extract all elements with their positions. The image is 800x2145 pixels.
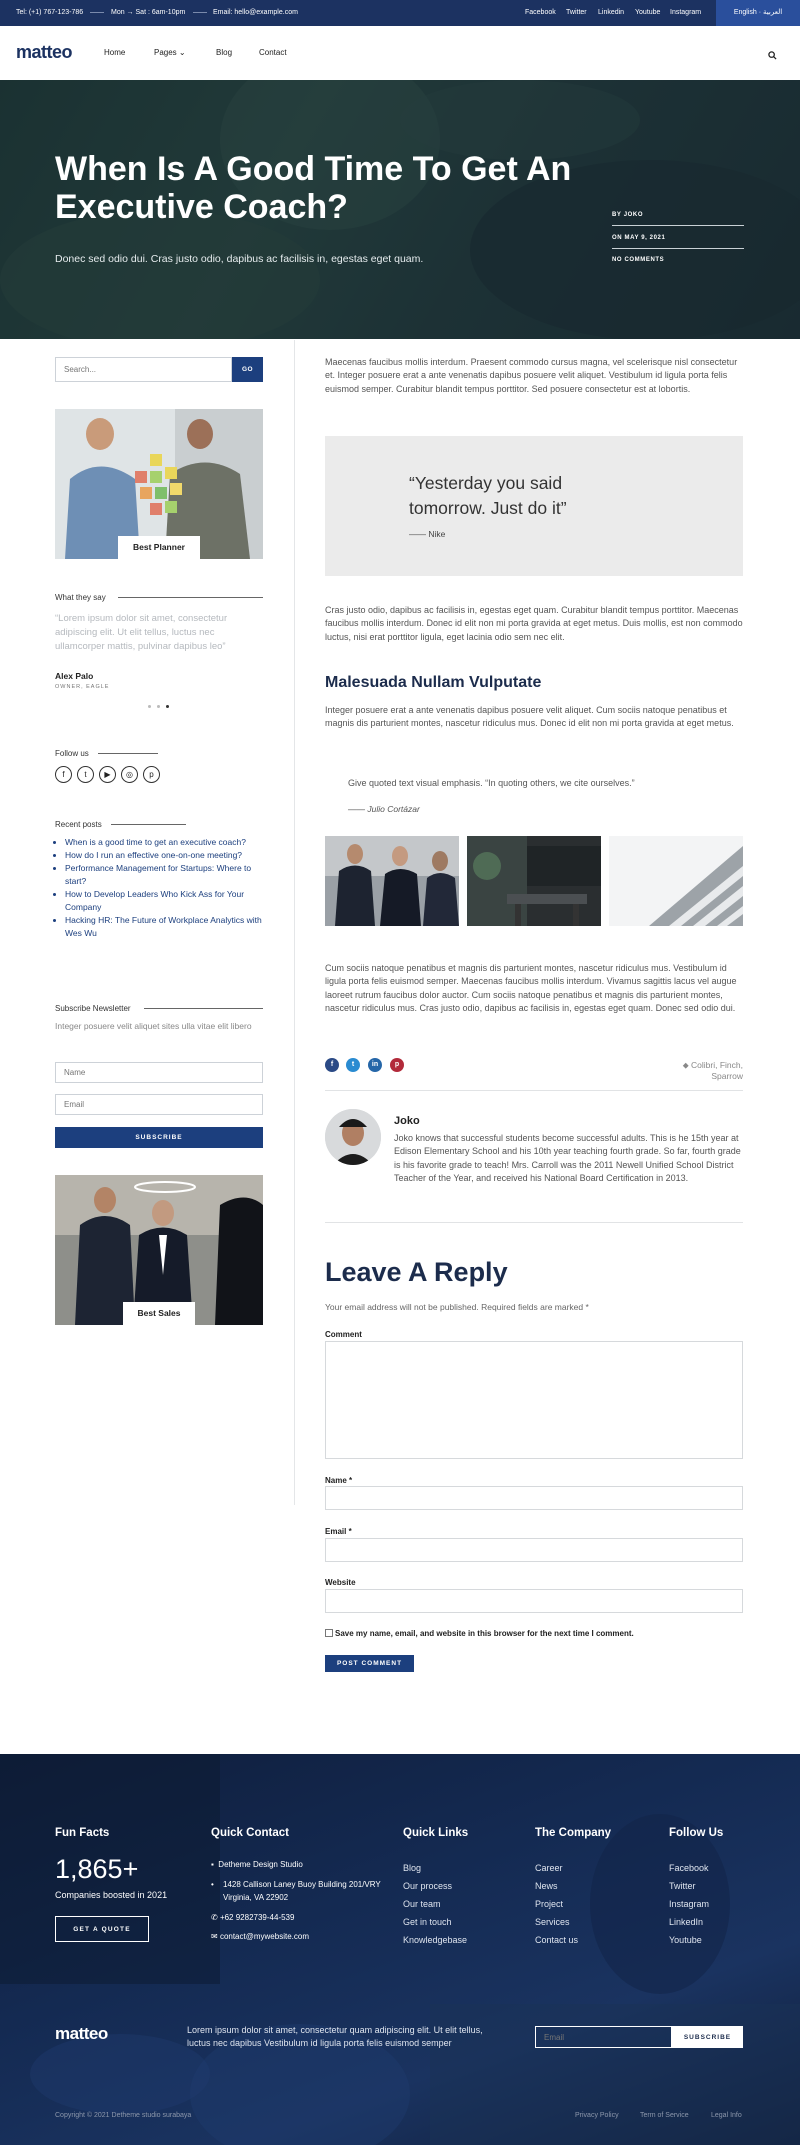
footer-logo[interactable]: matteo bbox=[55, 2024, 108, 2043]
footer-link-career[interactable]: Career bbox=[535, 1863, 563, 1873]
topbar-email[interactable]: Email: hello@example.com bbox=[213, 9, 298, 16]
topbar-hours: Mon → Sat : 6am-10pm bbox=[111, 9, 186, 16]
pinterest-icon[interactable]: p bbox=[390, 1058, 404, 1072]
footer-link-instagram[interactable]: Instagram bbox=[669, 1899, 710, 1909]
contact-phone[interactable] bbox=[211, 1913, 294, 1922]
name-field[interactable] bbox=[325, 1486, 743, 1510]
recent-post-link[interactable]: • When is a good time to get an executive coach? bbox=[65, 836, 265, 849]
article-paragraph: Maecenas faucibus mollis interdum. Praesent commodo cursus magna, vel scelerisque nisl consectetur et. Integer posuere erat a ante venenatis dapibus posuere velit aliquet. Vestibulum id ligula porta felis euismod semper. Curabitur blandit tempus porttitor. Sed posuere consectetur est at lobortis. bbox=[325, 357, 738, 394]
contact-address bbox=[211, 1878, 381, 1904]
footer-link-get-in-touch[interactable]: Get in touch bbox=[403, 1917, 452, 1927]
pull-quote: “Yesterday you said tomorrow. Just do it” bbox=[409, 473, 567, 518]
legal-info-link[interactable]: Legal Info bbox=[711, 2112, 742, 2119]
email-field[interactable] bbox=[325, 1538, 743, 1562]
author-name[interactable]: Joko bbox=[394, 1115, 420, 1127]
best-planner-image[interactable] bbox=[55, 409, 263, 559]
topbar-link-instagram[interactable]: Instagram bbox=[670, 9, 702, 16]
nav-item-pages[interactable] bbox=[154, 48, 186, 57]
topbar-divider bbox=[90, 12, 104, 13]
post-comments[interactable]: NO COMMENTS bbox=[612, 257, 665, 263]
subscribe-button[interactable]: SUBSCRIBE bbox=[55, 1127, 263, 1148]
gallery-image[interactable] bbox=[325, 836, 459, 926]
tag-icon: ⬥ bbox=[682, 1060, 689, 1070]
post-tags bbox=[650, 1060, 743, 1081]
image-label: Best Planner bbox=[118, 536, 200, 559]
footer-link-services[interactable]: Services bbox=[535, 1917, 570, 1927]
facebook-icon[interactable]: f bbox=[325, 1058, 339, 1072]
contact-email[interactable] bbox=[211, 1932, 309, 1941]
hero-banner bbox=[0, 80, 800, 339]
website-field[interactable] bbox=[325, 1589, 743, 1613]
quick-links-heading: Quick Links bbox=[403, 1827, 469, 1839]
footer-link-news[interactable]: News bbox=[535, 1881, 558, 1891]
save-info-checkbox[interactable] bbox=[325, 1629, 333, 1637]
meta-divider bbox=[612, 248, 744, 249]
main-navigation bbox=[0, 26, 800, 80]
instagram-icon[interactable]: ◎ bbox=[121, 766, 138, 783]
footer-link-youtube[interactable]: Youtube bbox=[669, 1935, 702, 1945]
name-label: Name * bbox=[325, 1476, 353, 1485]
article-paragraph: Cras justo odio, dapibus ac facilisis in, egestas eget quam. Curabitur blandit tempus porttitor. Maecenas faucibus mollis interdum. Donec id elit non mi porta gravida at eget metus. Duis mollis, est non commodo luctus, nisi erat porttitor ligula, eget lacinia odio sem nec elit. bbox=[325, 605, 743, 642]
language-switcher[interactable]: English · العربية bbox=[716, 0, 800, 26]
footer-link-project[interactable]: Project bbox=[535, 1899, 564, 1909]
heading-divider bbox=[118, 597, 263, 598]
search-input[interactable] bbox=[55, 357, 232, 382]
website-label: Website bbox=[325, 1578, 356, 1587]
topbar-link-twitter[interactable]: Twitter bbox=[566, 9, 587, 16]
recent-posts-list bbox=[65, 836, 265, 940]
tag-list[interactable]: Colibri, Finch, Sparrow bbox=[691, 1060, 743, 1081]
testimonial-role: OWNER, EAGLE bbox=[55, 684, 110, 690]
phone-icon: ✆ bbox=[211, 1913, 218, 1922]
post-comment-button[interactable]: POST COMMENT bbox=[325, 1655, 414, 1672]
avatar bbox=[325, 1109, 381, 1165]
facebook-icon[interactable]: f bbox=[55, 766, 72, 783]
location-icon: • bbox=[211, 1880, 214, 1889]
contact-address-text: 1428 Callison Laney Buoy Building 201/VRY Virginia, VA 22902 bbox=[223, 1880, 381, 1902]
nav-item-home[interactable]: Home bbox=[104, 48, 126, 57]
article-paragraph: Integer posuere erat a ante venenatis dapibus posuere velit aliquet. Cum sociis natoque penatibus et magnis dis parturient montes, nascetur ridiculus mus. Donec id elit non mi porta gravida at eget metus. bbox=[325, 705, 734, 729]
comment-label: Comment bbox=[325, 1330, 362, 1339]
footer-description: Lorem ipsum dolor sit amet, consectetur quam adipiscing elit. Ut elit tellus, luctus nec dapibus Vestibulum id ligula porta felis euismod semper bbox=[187, 2025, 483, 2048]
carousel-dot[interactable] bbox=[148, 705, 151, 708]
hero-subtitle: Donec sed odio dui. Cras justo odio, dapibus ac facilisis in, egestas eget quam. bbox=[55, 253, 424, 265]
heading-divider bbox=[111, 824, 186, 825]
nav-item-label: Pages bbox=[154, 48, 177, 57]
footer-email-input[interactable] bbox=[535, 2026, 672, 2048]
testimonial-text: “Lorem ipsum dolor sit amet, consectetur adipiscing elit. Ut elit tellus, luctus nec ullamcorper mattis, pulvinar dapibus leo” bbox=[55, 613, 228, 652]
recent-post-link[interactable]: • How to Develop Leaders Who Kick Ass for Your Company bbox=[65, 888, 265, 914]
carousel-dot[interactable] bbox=[157, 705, 160, 708]
best-sales-image[interactable] bbox=[55, 1175, 263, 1325]
search-icon[interactable] bbox=[768, 47, 777, 65]
topbar-link-youtube[interactable]: Youtube bbox=[635, 9, 661, 16]
twitter-icon[interactable]: t bbox=[77, 766, 94, 783]
email-label: Email * bbox=[325, 1527, 352, 1536]
comment-textarea[interactable] bbox=[325, 1341, 743, 1459]
twitter-icon[interactable]: t bbox=[346, 1058, 360, 1072]
testimonial-name: Alex Palo bbox=[55, 671, 94, 681]
fun-facts-heading: Fun Facts bbox=[55, 1827, 110, 1839]
reply-note: Your email address will not be published. Required fields are marked * bbox=[325, 1302, 589, 1312]
contact-phone-text: +62 9282739-44-539 bbox=[219, 1913, 295, 1922]
footer-background-image bbox=[0, 1754, 800, 2145]
footer-link-our-process[interactable]: Our process bbox=[403, 1881, 453, 1891]
contact-email-text: contact@mywebsite.com bbox=[219, 1932, 309, 1941]
search-button[interactable]: GO bbox=[232, 357, 263, 382]
recent-post-link[interactable]: • Performance Management for Startups: Where to start? bbox=[65, 862, 265, 888]
youtube-icon[interactable]: ▶ bbox=[99, 766, 116, 783]
divider bbox=[325, 1222, 743, 1223]
contact-company-text: Detheme Design Studio bbox=[218, 1860, 303, 1869]
nav-item-blog[interactable]: Blog bbox=[216, 48, 233, 57]
gallery-image[interactable] bbox=[467, 836, 601, 926]
post-date: ON MAY 9, 2021 bbox=[612, 235, 666, 241]
privacy-policy-link[interactable]: Privacy Policy bbox=[575, 2112, 619, 2119]
newsletter-name-field[interactable] bbox=[55, 1062, 263, 1083]
post-author[interactable]: BY JOKO bbox=[612, 212, 644, 218]
newsletter-text: Integer posuere velit aliquet sites ulla vitae elit libero bbox=[55, 1021, 252, 1031]
newsletter-email-field[interactable] bbox=[55, 1094, 263, 1115]
divider bbox=[325, 1090, 743, 1091]
footer-link-contact-us[interactable]: Contact us bbox=[535, 1935, 579, 1945]
follow-heading: Follow us bbox=[55, 749, 89, 758]
save-info-label[interactable]: Save my name, email, and website in this browser for the next time I comment. bbox=[335, 1629, 634, 1638]
footer-link-linkedin[interactable]: LinkedIn bbox=[669, 1917, 704, 1927]
blockquote-text: Give quoted text visual emphasis. “In quoting others, we cite ourselves.” bbox=[348, 778, 635, 788]
recent-posts-heading: Recent posts bbox=[55, 820, 102, 829]
pull-quote-author: —— Nike bbox=[409, 529, 446, 539]
copyright: Copyright © 2021 Detheme studio surabaya bbox=[55, 2112, 192, 2119]
quick-contact-heading: Quick Contact bbox=[211, 1827, 289, 1839]
chevron-down-icon: ⌄ bbox=[178, 48, 186, 57]
meta-divider bbox=[612, 225, 744, 226]
page-title: When Is A Good Time To Get An Executive Coach? bbox=[55, 150, 572, 226]
topbar-link-linkedin[interactable]: Linkedin bbox=[598, 9, 625, 16]
author-bio: Joko knows that successful students become successful adults. This is he 15th year at Edison Elementary School and his 10th year teaching fourth grade. So far, fourth grade is his favorite grade to teach! Mrs. Carroll was the 2011 Newell Unified School District Teacher of the Year, and received his National Board Certification in 2013. bbox=[394, 1133, 741, 1183]
footer-subscribe-button[interactable]: SUBSCRIBE bbox=[672, 2026, 743, 2048]
blockquote-cite: —— Julio Cortázar bbox=[348, 804, 420, 814]
testimonials-heading: What they say bbox=[55, 593, 106, 602]
site-footer bbox=[0, 1754, 800, 2145]
heading-divider bbox=[98, 753, 158, 754]
get-quote-button[interactable]: GET A QUOTE bbox=[55, 1916, 149, 1942]
email-icon: ✉ bbox=[211, 1932, 218, 1941]
article-paragraph: Cum sociis natoque penatibus et magnis dis parturient montes, nascetur ridiculus mus. Vestibulum id ligula porta felis euismod semper. Maecenas faucibus mollis interdum. Vivamus sagittis lacus vel augue laoreet rutrum faucibus dolor auctor. Cum sociis natoque penatibus et magnis dis parturient montes, nascetur ridiculus mus. Cras justo odio, dapibus ac facilisis in, egestas eget quam. Donec sed odio dui. bbox=[325, 963, 737, 1013]
fun-facts-label: Companies boosted in 2021 bbox=[55, 1890, 168, 1900]
topbar-divider bbox=[193, 12, 207, 13]
linkedin-icon[interactable]: in bbox=[368, 1058, 382, 1072]
carousel-dot-active[interactable] bbox=[166, 705, 169, 708]
gallery-image[interactable] bbox=[609, 836, 743, 926]
image-label: Best Sales bbox=[123, 1302, 195, 1325]
top-bar bbox=[0, 0, 800, 26]
sidebar-divider bbox=[294, 340, 295, 1505]
fun-facts-number: 1,865+ bbox=[55, 1854, 139, 1884]
contact-company bbox=[211, 1860, 303, 1869]
recent-post-link[interactable]: • How do I run an effective one-on-one meeting? bbox=[65, 849, 265, 862]
site-logo[interactable]: matteo bbox=[16, 42, 73, 62]
follow-us-heading: Follow Us bbox=[669, 1827, 724, 1839]
company-heading: The Company bbox=[535, 1827, 612, 1839]
topbar-link-facebook[interactable]: Facebook bbox=[525, 9, 556, 16]
topbar-phone: Tel: (+1) 767-123-786 bbox=[16, 9, 84, 16]
footer-link-blog[interactable]: Blog bbox=[403, 1863, 422, 1873]
footer-link-twitter[interactable]: Twitter bbox=[669, 1881, 696, 1891]
pinterest-icon[interactable]: p bbox=[143, 766, 160, 783]
newsletter-heading: Subscribe Newsletter bbox=[55, 1004, 131, 1013]
footer-link-facebook[interactable]: Facebook bbox=[669, 1863, 709, 1873]
footer-link-knowledgebase[interactable]: Knowledgebase bbox=[403, 1935, 468, 1945]
heading-divider bbox=[144, 1008, 263, 1009]
building-icon: ▪ bbox=[211, 1860, 214, 1869]
footer-link-our-team[interactable]: Our team bbox=[403, 1899, 441, 1909]
article-heading: Malesuada Nullam Vulputate bbox=[325, 674, 542, 691]
nav-item-contact[interactable]: Contact bbox=[259, 48, 287, 57]
reply-title: Leave A Reply bbox=[325, 1257, 508, 1287]
terms-link[interactable]: Term of Service bbox=[640, 2112, 689, 2119]
recent-post-link[interactable]: • Hacking HR: The Future of Workplace Analytics with Wes Wu bbox=[65, 914, 265, 940]
